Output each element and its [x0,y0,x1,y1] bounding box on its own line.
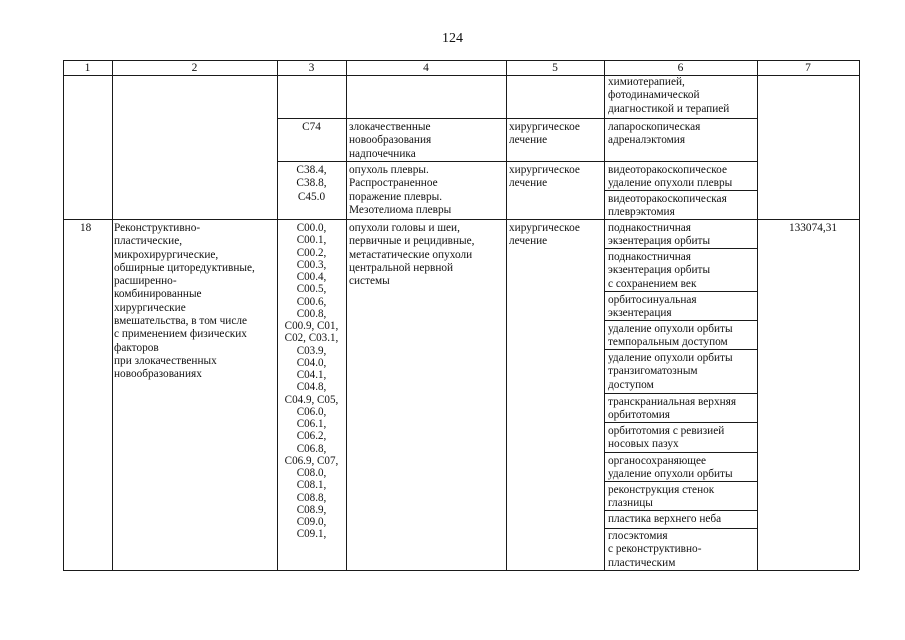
method-cell: видеоторакоскопическая плеврэктомия [608,193,727,219]
group-number-cell: 18 [80,222,92,234]
page-number: 124 [442,31,463,46]
method-cell: глосэктомия с реконструктивно- пластическим [608,530,702,569]
column-divider [63,60,64,570]
patient-model-cell: злокачественные новообразования надпочечника [349,121,432,160]
header-col-3: 3 [308,62,315,74]
row-divider [604,452,757,453]
column-divider [346,60,347,570]
column-divider [604,60,605,570]
column-divider [112,60,113,570]
treatment-type-cell: хирургическое лечение [509,222,580,248]
method-cell: удаление опухоли орбиты транзигоматозным доступом [608,352,733,391]
patient-model-cell: опухоли головы и шеи, первичные и рецидивные, метастатические опухоли центральной нервной системы [349,222,475,288]
method-cell: удаление опухоли орбиты темпоральным доступом [608,323,733,349]
column-divider [506,60,507,570]
method-cell: химиотерапией, фотодинамической диагностикой и терапией [608,76,730,115]
method-cell: поднакостничная экзентерация орбиты с сохранением век [608,251,711,290]
header-col-6: 6 [677,62,684,74]
column-divider [757,60,758,570]
treatment-type-cell: хирургическое лечение [509,121,580,147]
method-cell: поднакостничная экзентерация орбиты [608,222,711,248]
row-divider [604,291,757,292]
icd-codes-cell: C00.0, C00.1, C00.2, C00.3, C00.4, C00.5, C00.6, C00.8, C00.9, C01, C02, C03.1, C03.9, C04.0, C04.1, C04.8, C04.9, C05, C06.0, C06.1, C06.2, C06.8, C06.9, C07, C08.0, C08.1, C08.8, C08.9, C09.0, C09.1, [284,222,339,541]
group-name-cell: Реконструктивно- пластические, микрохирургические, обширные циторедуктивные, расширенно- комбинированные хирургические вмешательства, в том числе с применением физических факторов при злокачественных новообразованиях [114,222,255,381]
treatment-type-cell: хирургическое лечение [509,164,580,190]
patient-model-cell: опухоль плевры. Распространенное поражение плевры. Мезотелиома плевры [349,164,452,216]
header-col-2: 2 [191,62,198,74]
table-bottom-border [63,570,859,571]
method-cell: пластика верхнего неба [608,513,722,525]
icd-code-cell: C74 [302,121,321,133]
icd-code-cell: C38.4, C38.8, C45.0 [296,164,327,203]
row-divider [277,161,757,162]
row-divider [604,393,757,394]
column-divider [859,60,860,570]
header-col-4: 4 [423,62,429,74]
method-cell: орбитотомия с ревизией носовых пазух [608,425,725,451]
cost-cell: 133074,31 [788,222,837,234]
method-cell: транскраниальная верхняя орбитотомия [608,396,737,422]
method-cell: реконструкция стенок глазницы [608,484,715,510]
table-top-border [63,60,859,61]
header-col-5: 5 [552,62,558,74]
method-cell: орбитосинуальная экзентерация [608,294,697,320]
header-col-7: 7 [805,62,811,74]
row-divider [604,528,757,529]
row-divider [277,118,757,119]
header-col-1: 1 [84,62,91,74]
method-cell: видеоторакоскопическое удаление опухоли плевры [608,164,733,190]
method-cell: органосохраняющее удаление опухоли орбиты [608,455,733,481]
method-cell: лапароскопическая адреналэктомия [608,121,701,147]
